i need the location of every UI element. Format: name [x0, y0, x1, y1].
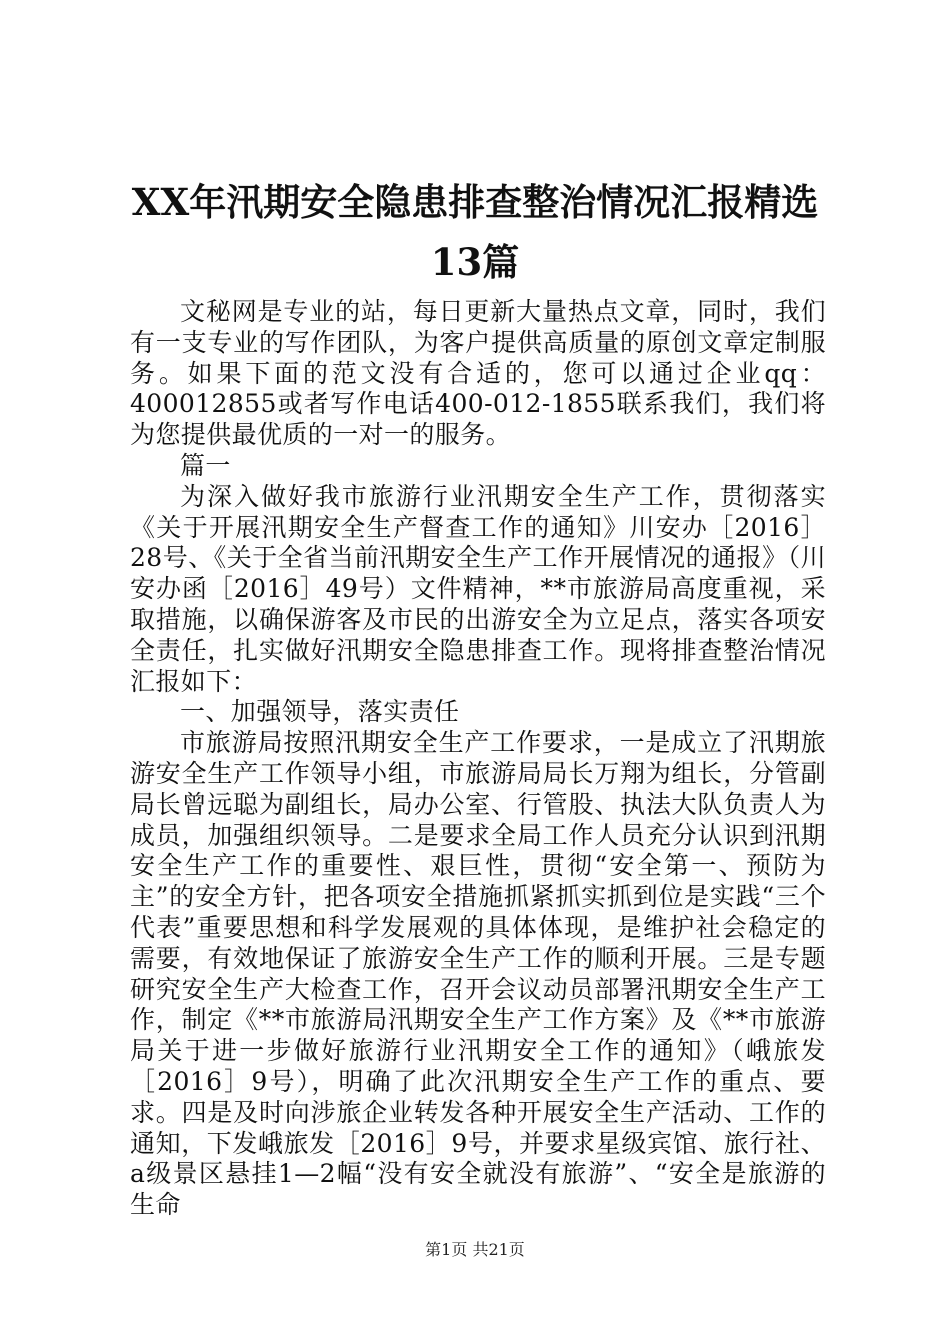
document-title: XX年汛期安全隐患排查整治情况汇报精选13篇 — [131, 180, 819, 284]
document-body — [130, 297, 826, 1221]
paragraph-background: 为深入做好我市旅游行业汛期安全生产工作，贯彻落实《关于开展汛期安全生产督查工作的通知》川安办［2016］28号、《关于全省当前汛期安全生产工作开展情况的通报》（川安办函［2016］49号）文件精神，**市旅游局高度重视，采取措施，以确保游客及市民的出游安全为立足点，落实各项安全责任，扎实做好汛期安全隐患排查工作。现将排查整治情况汇报如下： — [130, 481, 826, 696]
paragraph-intro: 文秘网是专业的站，每日更新大量热点文章，同时，我们有一支专业的写作团队，为客户提供高质量的原创文章定制服务。如果下面的范文没有合适的，您可以通过企业qq：400012855或者写作电话400-012-1855联系我们，我们将为您提供最优质的一对一的服务。 — [130, 297, 826, 450]
section-heading-part-one: 篇一 — [180, 450, 231, 480]
page-number-footer: 第1页 共21页 — [425, 1240, 525, 1259]
section-heading-leadership: 一、加强领导，落实责任 — [180, 697, 460, 727]
paragraph-leadership: 市旅游局按照汛期安全生产工作要求，一是成立了汛期旅游安全生产工作领导小组，市旅游局局长万翔为组长，分管副局长曾远聪为副组长，局办公室、行管股、执法大队负责人为成员，加强组织领导。二是要求全局工作人员充分认识到汛期安全生产工作的重要性、艰巨性，贯彻“安全第一、预防为主”的安全方针，把各项安全措施抓紧抓实抓到位是实践“三个代表”重要思想和科学发展观的具体体现，是维护社会稳定的需要，有效地保证了旅游安全生产工作的顺利开展。三是专题研究安全生产大检查工作，召开会议动员部署汛期安全生产工作，制定《**市旅游局汛期安全生产工作方案》及《**市旅游局关于进一步做好旅游行业汛期安全工作的通知》（峨旅发［2016］9号），明确了此次汛期安全生产工作的重点、要求。四是及时向涉旅企业转发各种开展安全生产活动、工作的通知，下发峨旅发［2016］9号，并要求星级宾馆、旅行社、a级景区悬挂1—2幅“没有安全就没有旅游”、“安全是旅游的生命 — [130, 728, 826, 1220]
